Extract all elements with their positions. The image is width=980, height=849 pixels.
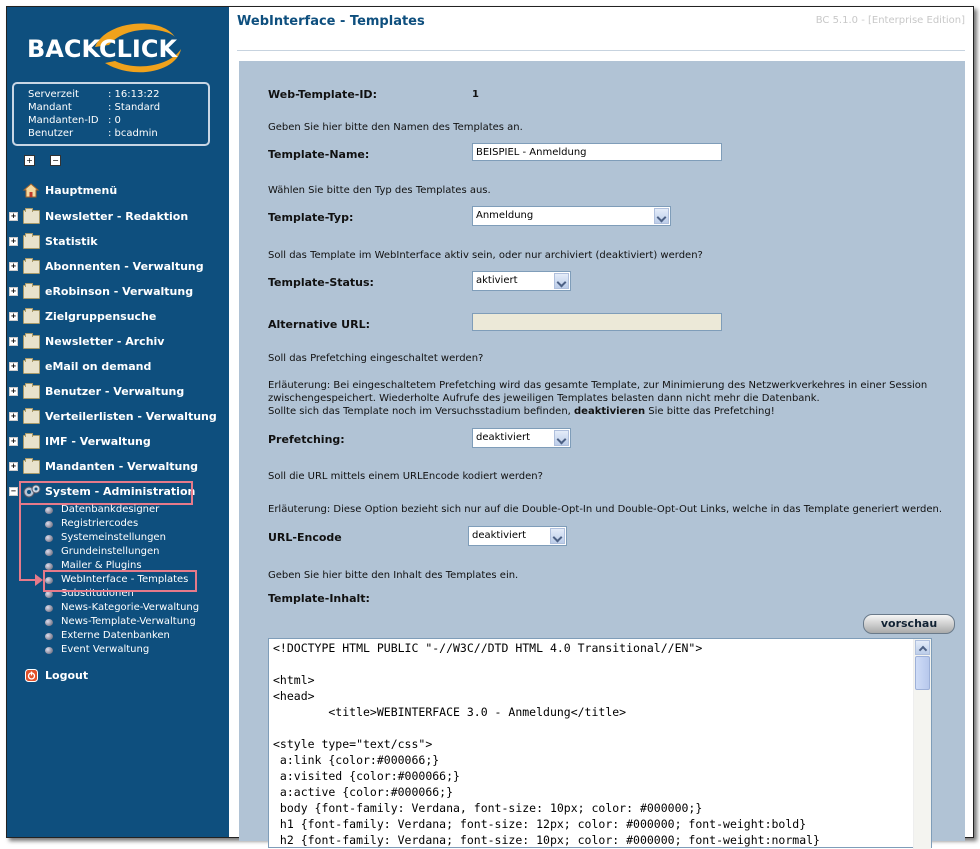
bullet-icon (45, 535, 53, 542)
info-row (28, 128, 158, 139)
code-line: a:active {color:#000066;} (273, 785, 454, 799)
bullet-icon (45, 521, 53, 528)
prefetch-explanation-emphasis: deaktivieren (574, 406, 646, 417)
bullet-icon (45, 605, 53, 612)
template-id-value: 1 (472, 89, 479, 100)
subitem-label: Mailer & Plugins (61, 560, 142, 571)
power-icon (25, 669, 38, 682)
sidebar-item-label: Mandanten - Verwaltung (45, 460, 199, 473)
alternative-url-input[interactable] (472, 313, 722, 331)
code-line: <title>WEBINTERFACE 3.0 - Anmeldung</title> (273, 705, 627, 719)
subitem-label: News-Template-Verwaltung (61, 616, 196, 627)
sidebar-item-label: Hauptmenü (45, 184, 118, 197)
bullet-icon (45, 633, 53, 640)
arrow-head-icon (35, 574, 43, 586)
preview-button[interactable]: vorschau (863, 614, 955, 634)
sidebar-item-home[interactable] (7, 181, 227, 201)
sidebar-item-imf[interactable] (7, 432, 227, 452)
sidebar-item-label: Zielgruppensuche (45, 310, 157, 323)
template-content-label: Template-Inhalt: (268, 592, 370, 605)
collapse-all-button[interactable]: − (50, 155, 61, 166)
folder-icon (23, 235, 40, 249)
folder-icon (23, 410, 40, 424)
subitem-label: WebInterface - Templates (61, 574, 189, 585)
collapse-icon[interactable]: − (10, 487, 17, 495)
info-key: Benutzer (28, 128, 74, 139)
template-status-label: Template-Status: (268, 276, 374, 289)
subitem-label: Grundeinstellungen (61, 546, 160, 557)
sidebar-item-erobinson[interactable] (7, 282, 227, 302)
prefetch-explanation-text: Sollte sich das Template noch im Versuchsstadium befinden, (268, 406, 575, 417)
info-row (28, 102, 160, 113)
bullet-icon (45, 507, 53, 514)
page-title: WebInterface - Templates (237, 14, 425, 29)
expand-icon[interactable]: + (10, 287, 17, 295)
subitem-label: Datenbankdesigner (61, 504, 160, 515)
app-window (6, 6, 974, 847)
bullet-icon (45, 563, 53, 570)
prefetch-explanation-text: Sie bitte das Prefetching! (645, 406, 775, 417)
session-info-box (12, 82, 210, 146)
sidebar-item-email-on-demand[interactable] (7, 357, 227, 377)
sidebar-item-label: eRobinson - Verwaltung (45, 285, 194, 298)
sidebar-item-abonnenten[interactable] (7, 257, 227, 277)
info-key: Serverzeit (28, 89, 79, 100)
expand-icon[interactable]: + (10, 387, 17, 395)
prefetch-hint: Soll das Prefetching eingeschaltet werden? (268, 353, 484, 364)
sidebar-item-label: Abonnenten - Verwaltung (45, 260, 204, 273)
expand-icon[interactable]: + (10, 362, 17, 370)
subitem-label: News-Kategorie-Verwaltung (61, 602, 200, 613)
select-value: deaktiviert (472, 530, 526, 541)
sidebar-item-mandanten[interactable] (7, 457, 227, 477)
subitem-label: Event Verwaltung (61, 644, 150, 655)
bullet-icon (45, 549, 53, 556)
sidebar-item-label: System - Administration (45, 485, 196, 498)
template-name-input[interactable]: BEISPIEL - Anmeldung (472, 143, 722, 161)
version-label: BC 5.1.0 - [Enterprise Edition] (815, 15, 965, 26)
sidebar-item-label: eMail on demand (45, 360, 152, 373)
backclick-logo (25, 15, 205, 79)
chevron-down-icon[interactable] (550, 528, 565, 544)
url-encode-select[interactable] (468, 526, 567, 546)
template-name-label: Template-Name: (268, 148, 370, 161)
bullet-icon (45, 591, 53, 598)
code-line: a:visited {color:#000066;} (273, 769, 460, 783)
folder-icon (23, 460, 40, 474)
folder-icon (23, 210, 40, 224)
folder-icon (23, 260, 40, 274)
code-line: <style type="text/css"> (273, 737, 433, 751)
sidebar-item-newsletter-archiv[interactable] (7, 332, 227, 352)
active-subitem-highlight (43, 570, 197, 592)
sidebar-item-verteilerlisten[interactable] (7, 407, 227, 427)
sidebar-item-label: Benutzer - Verwaltung (45, 385, 185, 398)
urlencode-explanation: Erläuterung: Diese Option bezieht sich nur auf die Double-Opt-In und Double-Opt-Out Links, welche in das Template generiert werden. (268, 504, 943, 515)
info-row (28, 115, 121, 126)
type-hint: Wählen Sie bitte den Typ des Templates aus. (268, 185, 491, 196)
folder-icon (23, 285, 40, 299)
select-value: Anmeldung (476, 210, 534, 221)
sidebar-item-label: Newsletter - Archiv (45, 335, 165, 348)
template-type-select[interactable] (472, 206, 671, 226)
chevron-down-icon[interactable] (554, 273, 569, 289)
url-encode-label: URL-Encode (268, 531, 342, 544)
code-line: h2 {font-family: Verdana; font-size: 10px; color: #000000; font-weight:normal} (273, 833, 820, 847)
info-value: : bcadmin (108, 128, 158, 139)
scroll-up-icon[interactable] (915, 640, 930, 655)
template-status-select[interactable] (472, 271, 571, 291)
subitem-label: Registriercodes (61, 518, 139, 529)
folder-icon (23, 310, 40, 324)
scroll-thumb[interactable] (915, 656, 930, 690)
prefetching-label: Prefetching: (268, 433, 345, 446)
prefetching-select[interactable] (472, 428, 571, 448)
sidebar-item-label: Verteilerlisten - Verwaltung (45, 410, 217, 423)
sidebar-item-label: Newsletter - Redaktion (45, 210, 189, 223)
folder-icon (23, 335, 40, 349)
subitem-label: Substitutionen (61, 588, 134, 599)
expand-icon[interactable]: + (10, 437, 17, 445)
sidebar-item-statistik[interactable] (7, 232, 227, 252)
bullet-icon (45, 619, 53, 626)
main-content (229, 7, 973, 847)
folder-icon (23, 385, 40, 399)
sidebar-item-logout[interactable] (7, 666, 227, 686)
sidebar (7, 7, 229, 837)
info-value: : 16:13:22 (108, 89, 160, 100)
info-value: : Standard (108, 102, 161, 113)
prefetch-explanation-line: zwischengespeichert. Wiederholte Aufrufe des jeweiligen Templates belasten dann nicht mehr die Datenbank. (268, 393, 820, 404)
sidebar-item-label: Statistik (45, 235, 98, 248)
sidebar-item-label: Logout (45, 669, 89, 682)
template-content-textarea[interactable] (268, 638, 932, 848)
sidebar-item-newsletter-redaktion[interactable] (7, 207, 227, 227)
arrow-connector (19, 503, 21, 579)
divider (237, 50, 965, 51)
info-row (28, 89, 159, 100)
chevron-down-icon[interactable] (654, 208, 669, 224)
name-hint: Geben Sie hier bitte den Namen des Templates an. (268, 122, 523, 133)
expand-icon[interactable]: + (10, 212, 17, 220)
folder-icon (23, 360, 40, 374)
template-type-label: Template-Typ: (268, 211, 354, 224)
expand-icon[interactable]: + (10, 262, 17, 270)
code-line: a:link {color:#000066;} (273, 753, 440, 767)
template-form-panel (239, 61, 965, 847)
prefetch-explanation-line: Erläuterung: Bei eingeschaltetem Prefetching wird das gesamte Template, zur Minimierung des Netzwerkverkehres in einer Session (268, 380, 928, 391)
expand-icon[interactable]: + (10, 462, 17, 470)
code-line: <!DOCTYPE HTML PUBLIC "-//W3C//DTD HTML 4.0 Transitional//EN"> (273, 641, 703, 655)
bullet-icon (45, 647, 53, 654)
expand-icon[interactable]: + (10, 412, 17, 420)
info-value: : 0 (108, 115, 121, 126)
expand-all-button[interactable]: + (24, 155, 35, 166)
code-line: <html> (273, 673, 315, 687)
textarea-scrollbar[interactable] (913, 639, 931, 849)
urlencode-hint: Soll die URL mittels einem URLEncode kodiert werden? (268, 471, 543, 482)
expand-icon[interactable]: + (10, 312, 17, 320)
info-key: Mandanten-ID (28, 115, 99, 126)
active-section-highlight (19, 481, 196, 505)
home-icon (23, 183, 39, 198)
sidebar-item-zielgruppensuche[interactable] (7, 307, 227, 327)
sidebar-item-benutzer[interactable] (7, 382, 227, 402)
expand-icon[interactable]: + (10, 237, 17, 245)
sidebar-item-label: IMF - Verwaltung (45, 435, 151, 448)
subitem-label: Systemeinstellungen (61, 532, 166, 543)
logo-text: BACKCLICK (27, 35, 178, 63)
chevron-down-icon[interactable] (554, 430, 569, 446)
select-value: deaktiviert (476, 432, 530, 443)
select-value: aktiviert (476, 275, 518, 286)
template-id-label: Web-Template-ID: (268, 88, 377, 101)
code-line: <head> (273, 689, 315, 703)
status-hint: Soll das Template im WebInterface aktiv sein, oder nur archiviert (deaktiviert) werden? (268, 250, 703, 261)
content-hint: Geben Sie hier bitte den Inhalt des Templates ein. (268, 570, 519, 581)
folder-icon (23, 435, 40, 449)
expand-icon[interactable]: + (10, 337, 17, 345)
info-key: Mandant (28, 102, 72, 113)
alternative-url-label: Alternative URL: (268, 318, 370, 331)
code-line: body {font-family: Verdana, font-size: 10px; color: #000000;} (273, 801, 703, 815)
subitem-label: Externe Datenbanken (61, 630, 170, 641)
prefetch-explanation-line (268, 406, 775, 417)
code-line: h1 {font-family: Verdana; font-size: 12px; color: #000000; font-weight:bold} (273, 817, 807, 831)
